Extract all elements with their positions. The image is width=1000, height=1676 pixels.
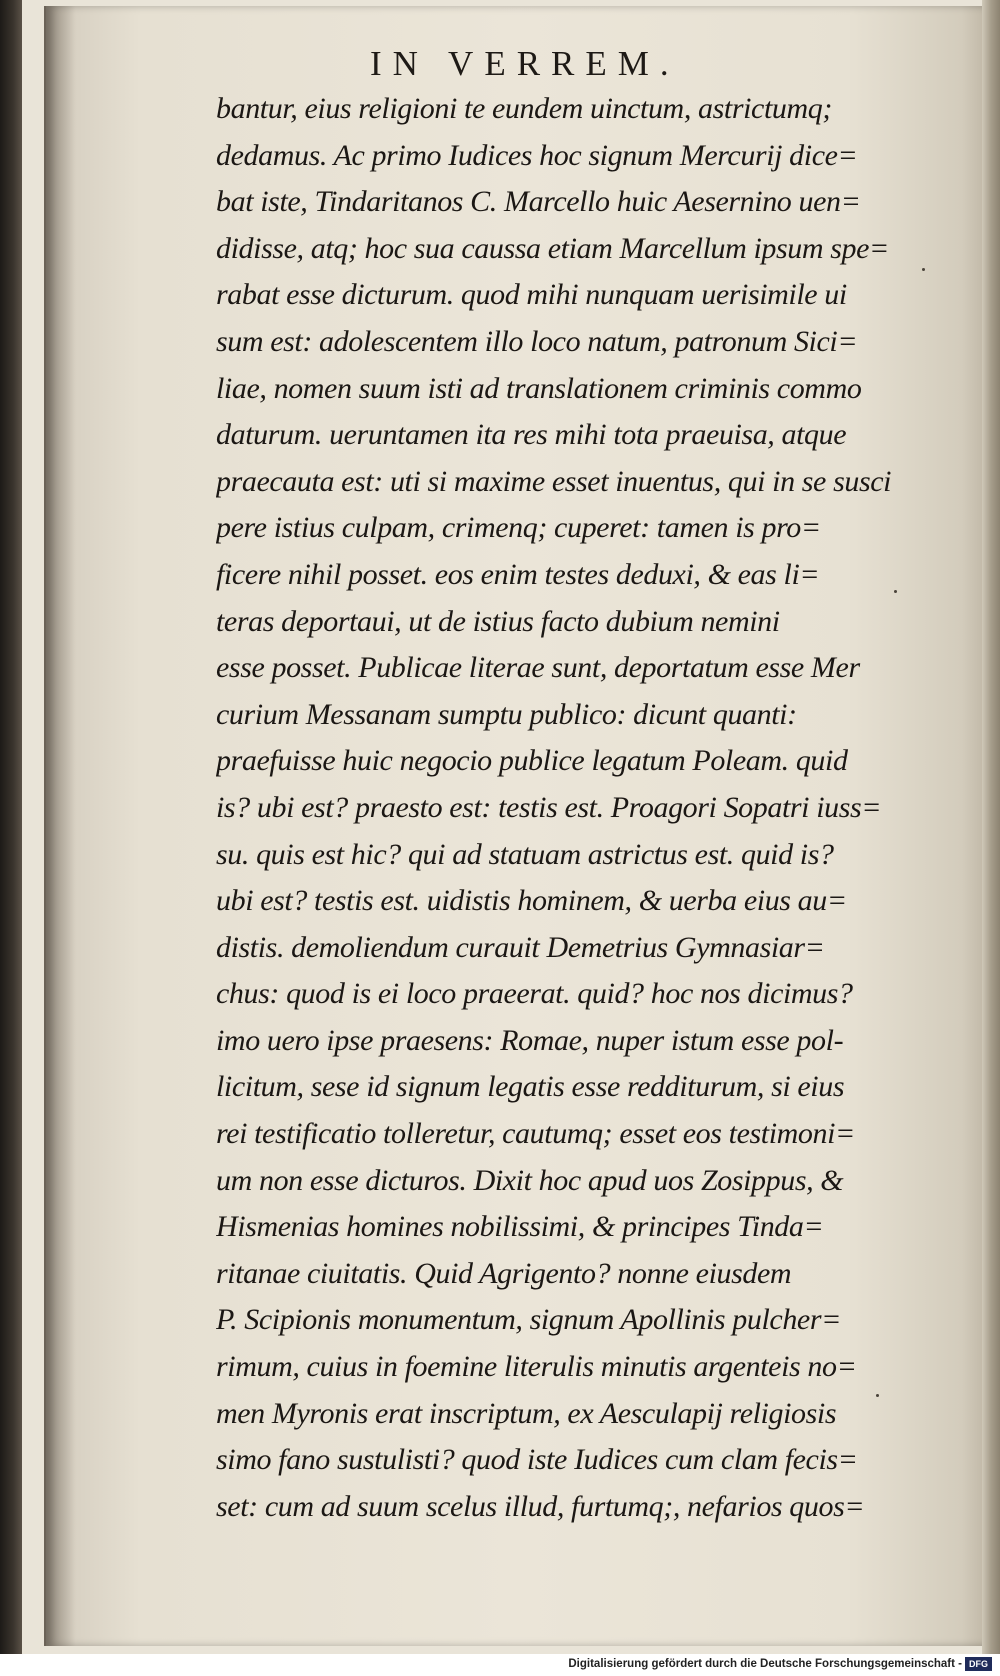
book-binding-edge <box>0 0 22 1654</box>
text-line: set: cum ad suum scelus illud, furtumq;, nefarios quos= <box>216 1489 865 1523</box>
text-line: esse posset. Publicae literae sunt, deportatum esse Mer <box>216 651 860 685</box>
text-line: su. quis est hic? qui ad statuam astrictus est. quid is? <box>216 837 834 871</box>
text-line: bat iste, Tindaritanos C. Marcello huic Aesernino uen= <box>216 185 861 219</box>
dfg-logo: DFG <box>965 1657 992 1671</box>
text-line: men Myronis erat inscriptum, ex Aesculapij religiosis <box>216 1396 837 1430</box>
page-fore-edge <box>982 0 1000 1654</box>
digitization-credit: Digitalisierung gefördert durch die Deutsche Forschungsgemeinschaft - <box>568 1658 962 1670</box>
text-line: ritanae ciuitatis. Quid Agrigento? nonne eiusdem <box>216 1256 792 1290</box>
text-line: bantur, eius religioni te eundem uinctum, astrictumq; <box>216 92 832 125</box>
text-line: liae, nomen suum isti ad translationem criminis commo <box>216 371 862 405</box>
text-line: didisse, atq; hoc sua caussa etiam Marcellum ipsum spe= <box>216 231 889 265</box>
text-line: licitum, sese id signum legatis esse redditurum, si eius <box>216 1070 845 1104</box>
text-line: Hismenias homines nobilissimi, & principes Tinda= <box>216 1210 824 1244</box>
text-line: daturum. ueruntamen ita res mihi tota praeuisa, atque <box>216 418 847 452</box>
text-line: ficere nihil posset. eos enim testes deduxi, & eas li= <box>216 557 820 591</box>
text-line: chus: quod is ei loco praeerat. quid? hoc nos dicimus? <box>216 977 853 1011</box>
text-line: rei testificatio tolleretur, cautumq; esset eos testimoni= <box>216 1117 855 1151</box>
text-line: dedamus. Ac primo Iudices hoc signum Mercurij dice= <box>216 138 858 172</box>
running-head: IN VERREM. <box>370 44 680 83</box>
text-line: ubi est? testis est. uidistis hominem, & uerba eius au= <box>216 884 847 918</box>
text-line: pere istius culpam, crimenq; cuperet: tamen is pro= <box>216 511 821 545</box>
text-line: praecauta est: uti si maxime esset inuentus, qui in se susci <box>216 464 892 498</box>
text-line: P. Scipionis monumentum, signum Apollinis pulcher= <box>216 1303 841 1337</box>
text-line: rimum, cuius in foemine literulis minutis argenteis no= <box>216 1350 857 1384</box>
text-line: teras deportaui, ut de istius facto dubium nemini <box>216 604 780 638</box>
paper-speck <box>922 268 925 271</box>
text-line: um non esse dicturos. Dixit hoc apud uos Zosippus, & <box>216 1163 844 1197</box>
text-line: distis. demoliendum curauit Demetrius Gymnasiar= <box>216 930 825 964</box>
text-line: curium Messanam sumptu publico: dicunt quanti: <box>216 697 797 731</box>
paper-speck <box>894 590 897 593</box>
text-line: imo uero ipse praesens: Romae, nuper istum esse pol- <box>216 1023 844 1057</box>
text-block <box>216 86 906 1530</box>
text-line: rabat esse dicturum. quod mihi nunquam uerisimile ui <box>216 278 847 312</box>
text-line: praefuisse huic negocio publice legatum Poleam. quid <box>216 744 848 778</box>
text-line: sum est: adolescentem illo loco natum, patronum Sici= <box>216 324 858 358</box>
paper-speck <box>876 1394 879 1397</box>
text-line: simo fano sustulisti? quod iste Iudices cum clam fecis= <box>216 1443 858 1477</box>
gutter-shadow <box>46 6 76 1646</box>
text-line: is? ubi est? praesto est: testis est. Proagori Sopatri iuss= <box>216 790 882 824</box>
